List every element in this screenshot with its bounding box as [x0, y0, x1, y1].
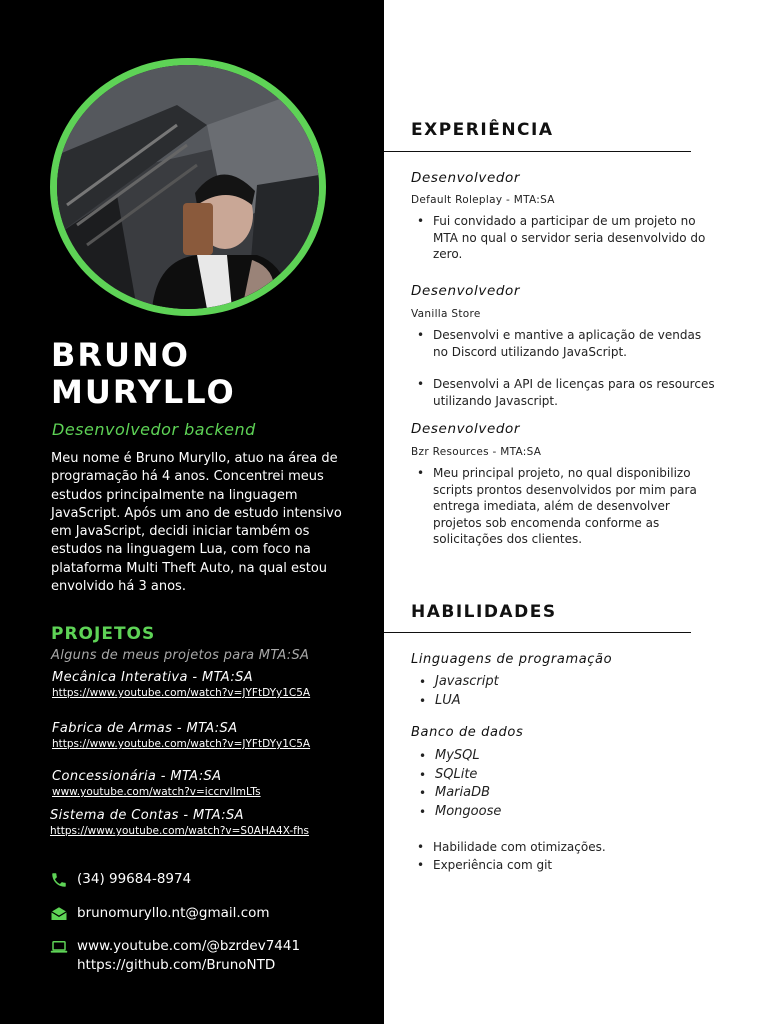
profile-photo: [50, 58, 326, 316]
job-bullets: [415, 213, 715, 263]
job-title: Desenvolvedor: [411, 421, 521, 437]
email-icon: [50, 905, 68, 923]
skill-item: • Javascript: [417, 673, 717, 692]
job-title: Desenvolvedor: [411, 170, 521, 186]
experience-heading: EXPERIÊNCIA: [411, 120, 554, 140]
contact-email: [50, 904, 270, 923]
databases-list: [417, 747, 717, 821]
skill-item: • MariaDB: [417, 784, 717, 803]
skill-item: • Mongoose: [417, 803, 717, 822]
job-bullets: [415, 327, 715, 409]
job-bullet: • Fui convidado a participar de um projeto no MTA no qual o servidor seria desenvolvido do zero.: [415, 213, 715, 263]
job-role: Desenvolvedor backend: [52, 420, 256, 439]
contact-links: [50, 937, 300, 974]
job-title: Desenvolvedor: [411, 283, 521, 299]
contact-phone: [50, 870, 191, 889]
projects-subtitle: Alguns de meus projetos para MTA:SA: [51, 648, 310, 663]
job-bullet: • Desenvolvi e mantive a aplicação de vendas no Discord utilizando JavaScript.: [415, 327, 715, 360]
project-link[interactable]: https://www.youtube.com/watch?v=S0AHA4X-fhs: [50, 825, 309, 837]
job-bullet: • Meu principal projeto, no qual disponibilizo scripts prontos desenvolvidos por mim para entrega imediata, além de desenvolver projetos sob encomenda conforme as solicitações dos clientes.: [415, 465, 715, 548]
github-link[interactable]: https://github.com/BrunoNTD: [77, 956, 276, 973]
skill-item: • SQLite: [417, 766, 717, 785]
skill-item: • LUA: [417, 692, 717, 711]
project-link[interactable]: www.youtube.com/watch?v=iccrvlImLTs: [52, 786, 261, 798]
project-title: Sistema de Contas - MTA:SA: [50, 808, 244, 823]
main-content: [384, 0, 768, 1024]
languages-list: [417, 673, 717, 710]
phone-icon: [50, 871, 68, 889]
job-bullet: • Desenvolvi a API de licenças para os resources utilizando Javascript.: [415, 376, 715, 409]
experience-divider: [384, 151, 691, 152]
databases-heading: Banco de dados: [411, 725, 524, 740]
person-name: [51, 337, 236, 411]
skill-item: • Habilidade com otimizações.: [415, 839, 715, 857]
laptop-icon: [50, 938, 68, 956]
skill-item: • MySQL: [417, 747, 717, 766]
job-company: Bzr Resources - MTA:SA: [411, 446, 542, 458]
project-item: [52, 721, 352, 750]
project-title: Fabrica de Armas - MTA:SA: [52, 721, 238, 736]
about-text: Meu nome é Bruno Muryllo, atuo na área de programação há 4 anos. Concentrei meus estudos principalmente na linguagem JavaScript. Após um ano de estudo intensivo em JavaScript, decidi iniciar também os estudos na linguagem Lua, com foco na plataforma Multi Theft Auto, na qual estou envolvido há 3 anos.: [51, 451, 342, 595]
project-link[interactable]: https://www.youtube.com/watch?v=JYFtDYy1C5A: [52, 738, 311, 750]
email-address[interactable]: brunomuryllo.nt@gmail.com: [77, 905, 270, 921]
phone-number: (34) 99684-8974: [77, 871, 192, 887]
job-company: Vanilla Store: [411, 308, 481, 320]
languages-heading: Linguagens de programação: [411, 652, 613, 667]
project-title: Concessionária - MTA:SA: [52, 769, 222, 784]
other-skills-list: [415, 839, 715, 874]
name-last: MURYLLO: [51, 373, 236, 411]
project-item: [50, 808, 350, 837]
project-item: [52, 670, 352, 699]
youtube-link[interactable]: www.youtube.com/@bzrdev7441: [77, 938, 301, 954]
job-bullets: [415, 465, 715, 548]
skill-item: • Experiência com git: [415, 857, 715, 875]
projects-heading: PROJETOS: [51, 624, 156, 644]
project-item: [52, 769, 352, 798]
job-company: Default Roleplay - MTA:SA: [411, 194, 555, 206]
project-link[interactable]: https://www.youtube.com/watch?v=JYFtDYy1C5A: [52, 687, 311, 699]
skills-heading: HABILIDADES: [411, 602, 557, 622]
name-first: BRUNO: [51, 336, 190, 374]
project-title: Mecânica Interativa - MTA:SA: [52, 670, 254, 685]
skills-divider: [384, 632, 691, 633]
